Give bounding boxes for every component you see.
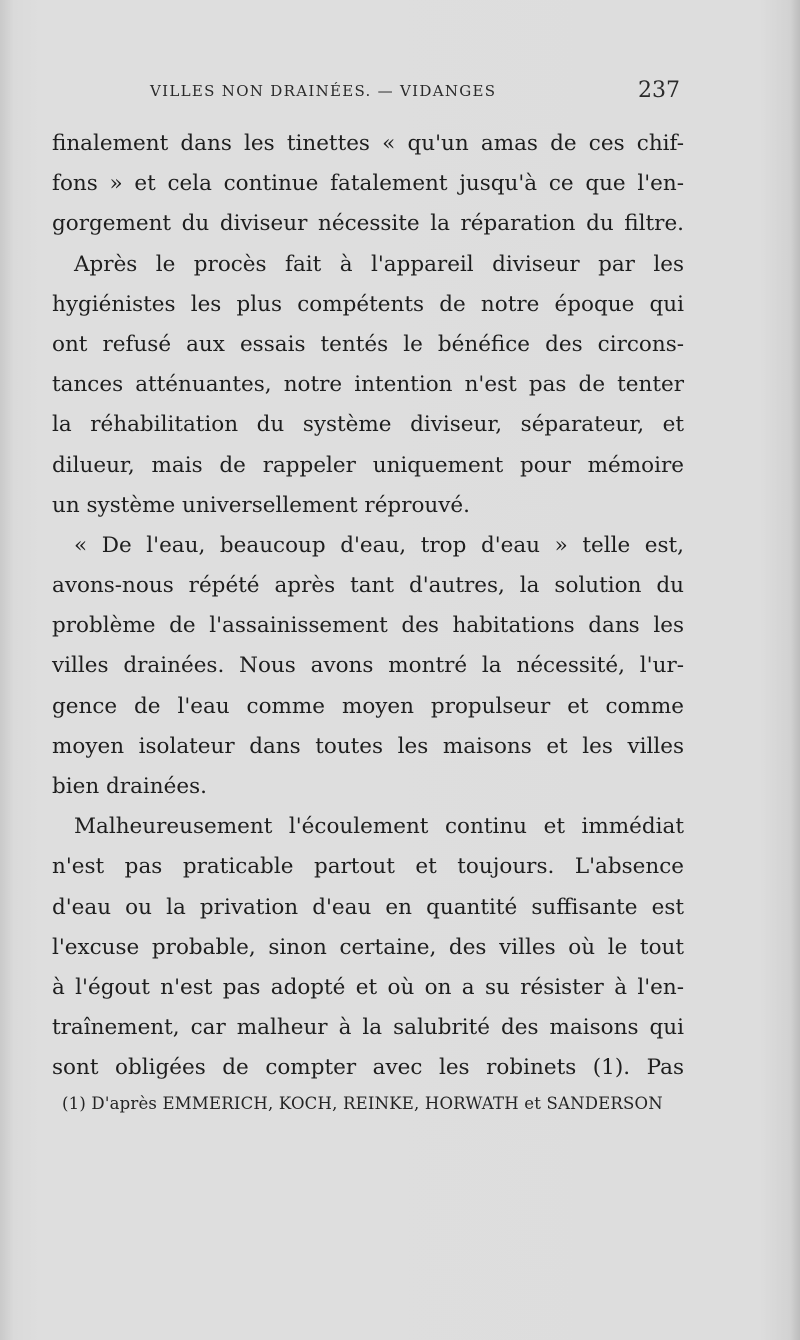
text-line: villes drainées. Nous avons montré la nécessité, l'ur-: [52, 653, 684, 679]
text-line: l'excuse probable, sinon certaine, des villes où le tout: [52, 934, 684, 960]
text-line: hygiénistes les plus compétents de notre époque qui: [52, 291, 684, 317]
footnote: (1) D'après EMMERICH, KOCH, REINKE, HORWATH et SANDERSON: [62, 1094, 663, 1113]
text-line: ont refusé aux essais tentés le bénéfice des circons-: [52, 331, 684, 357]
text-line: fons » et cela continue fatalement jusqu'à ce que l'en-: [52, 171, 684, 197]
text-line: bien drainées.: [52, 774, 207, 799]
text-line: gorgement du diviseur nécessite la réparation du filtre.: [52, 211, 684, 237]
running-head: [150, 80, 680, 108]
text-line: gence de l'eau comme moyen propulseur et comme: [52, 693, 684, 719]
running-title: VILLES NON DRAINÉES. — VIDANGES: [150, 82, 497, 100]
text-line: la réhabilitation du système diviseur, séparateur, et: [52, 412, 684, 438]
text-line: finalement dans les tinettes « qu'un amas de ces chif-: [52, 131, 684, 156]
text-line: dilueur, mais de rappeler uniquement pour mémoire: [52, 452, 684, 478]
text-line: tances atténuantes, notre intention n'est pas de tenter: [52, 372, 684, 398]
text-line: avons-nous répété après tant d'autres, la solution du: [52, 573, 684, 599]
text-line: moyen isolateur dans toutes les maisons et les villes: [52, 733, 684, 759]
text-line: Après le procès fait à l'appareil diviseur par les: [74, 251, 684, 277]
text-line: Malheureusement l'écoulement continu et immédiat: [74, 814, 684, 840]
page-number: 237: [638, 78, 680, 103]
text-line: traînement, car malheur à la salubrité des maisons qui: [52, 1015, 684, 1041]
text-line: n'est pas praticable partout et toujours. L'absence: [52, 854, 684, 880]
text-line: sont obligées de compter avec les robinets (1). Pas: [52, 1055, 684, 1081]
text-line: à l'égout n'est pas adopté et où on a su résister à l'en-: [52, 974, 684, 1000]
text-line: d'eau ou la privation d'eau en quantité suffisante est: [52, 894, 684, 920]
text-line: un système universellement réprouvé.: [52, 492, 470, 518]
body-text: [52, 124, 684, 1089]
text-line: problème de l'assainissement des habitations dans les: [52, 613, 684, 639]
text-line: « De l'eau, beaucoup d'eau, trop d'eau » telle est,: [74, 532, 684, 558]
